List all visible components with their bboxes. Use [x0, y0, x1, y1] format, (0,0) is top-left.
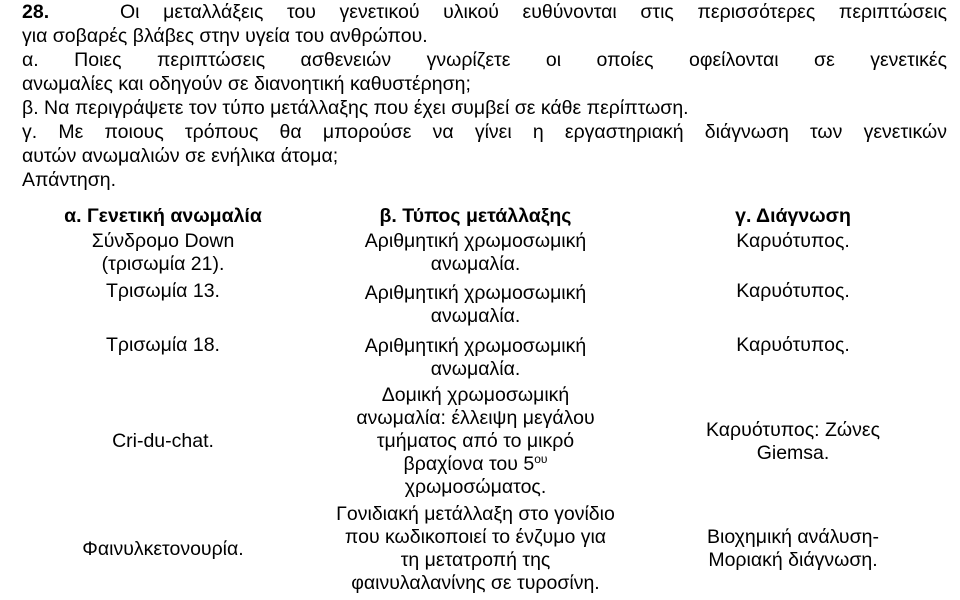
subquestion-a-line1: α. Ποιες περιπτώσεις ασθενειών γνωρίζετε οι οποίες οφείλονται σε γενετικές — [22, 49, 947, 71]
answer-label: Απάντηση. — [22, 169, 117, 191]
question-intro-line1 — [22, 0, 947, 24]
cell-anomaly: Τρισωμία 13. — [106, 280, 220, 302]
subquestion-c-line2: αυτών ανωμαλιών σε ενήλικα άτομα; — [22, 145, 339, 167]
subquestion-c-line1: γ. Με ποιους τρόπους θα μπορούσε να γίνει η εργαστηριακή διάγνωση των γενετικών — [22, 121, 947, 143]
cell-mutation: Αριθμητική χρωμοσωμική ανωμαλία. — [364, 282, 587, 327]
cell-mutation: Αριθμητική χρωμοσωμική ανωμαλία. — [364, 230, 587, 275]
table-row — [18, 228, 943, 278]
table-row — [18, 332, 943, 384]
question-number: 28. — [22, 1, 50, 23]
cell-diagnosis: Βιοχημική ανάλυση-Μοριακή διάγνωση. — [707, 526, 879, 571]
cell-diagnosis: Καρυότυπος. — [736, 334, 850, 356]
header-mutation: β. Τύπος μετάλλαξης — [379, 205, 572, 227]
table-header-row — [18, 204, 943, 228]
subquestion-b: β. Να περιγράψετε τον τύπο μετάλλαξης που έχει συμβεί σε κάθε περίπτωση. — [22, 97, 689, 119]
ordinal-superscript: ου — [534, 452, 548, 466]
mutation-text: Δομική χρωμοσωμική ανωμαλία: έλλειψη μεγάλου τμήματος από το μικρό βραχίονα του 5 — [356, 384, 595, 475]
header-diagnosis: γ. Διάγνωση — [735, 205, 851, 227]
cell-anomaly: Τρισωμία 18. — [106, 334, 220, 356]
subquestion-a-line2: ανωμαλίες και οδηγούν σε διανοητική καθυστέρηση; — [22, 73, 471, 95]
cell-mutation — [308, 384, 643, 499]
question-intro-line2: για σοβαρές βλάβες στην υγεία του ανθρώπου. — [22, 25, 428, 47]
table-row — [18, 499, 943, 599]
cell-mutation: Γονιδιακή μετάλλαξη στο γονίδιο που κωδικοποιεί το ένζυμο για τη μετατροπή της φαινυλαλανίνης σε τυροσίνη. — [336, 503, 615, 594]
cell-diagnosis: Καρυότυπος. — [736, 280, 850, 302]
mutation-text-end: χρωμοσώματος. — [404, 476, 547, 498]
question-intro-text: Οι μεταλλάξεις του γενετικού υλικού ευθύνονται στις περισσότερες περιπτώσεις — [119, 1, 947, 23]
cell-anomaly: Cri-du-chat. — [112, 430, 214, 452]
cell-anomaly: Φαινυλκετονουρία. — [82, 537, 244, 560]
cell-diagnosis: Καρυότυπος: Ζώνες Giemsa. — [706, 418, 880, 464]
cell-mutation: Αριθμητική χρωμοσωμική ανωμαλία. — [364, 335, 587, 380]
cell-anomaly: Σύνδρομο Down (τρισωμία 21). — [91, 230, 235, 275]
table-row — [18, 278, 943, 332]
header-anomaly: α. Γενετική ανωμαλία — [64, 205, 262, 227]
cell-diagnosis: Καρυότυπος. — [736, 230, 850, 252]
answer-table — [18, 204, 943, 599]
table-row — [18, 384, 943, 499]
